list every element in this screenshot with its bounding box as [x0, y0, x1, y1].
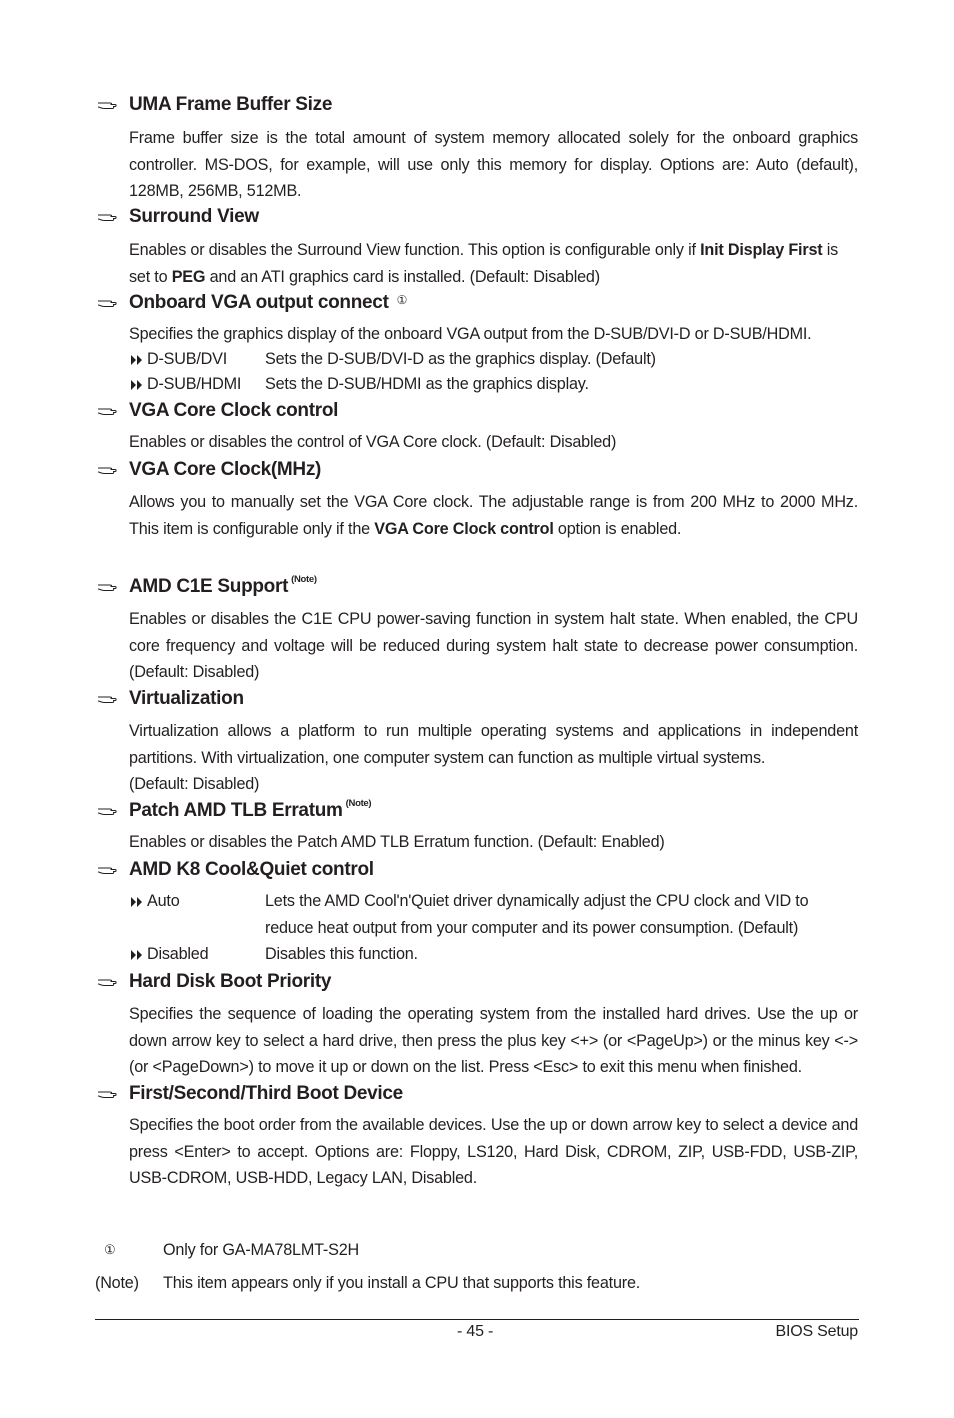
double-arrow-icon	[129, 896, 147, 908]
footnote-note-marker: (Note)	[95, 1274, 139, 1292]
pointing-hand-icon	[97, 464, 119, 476]
pointing-hand-icon	[97, 1088, 119, 1100]
option-name: D-SUB/HDMI	[147, 375, 242, 393]
pointing-hand-icon	[97, 581, 119, 593]
pointing-hand-icon	[97, 99, 119, 111]
heading-amd-c1e-support	[97, 576, 317, 598]
text-run: Enables or disables the Surround View function. This option is configurable only if	[129, 241, 701, 259]
heading-virtualization	[97, 688, 244, 710]
option-name: D-SUB/DVI	[147, 350, 228, 368]
text-run: option is enabled.	[553, 519, 682, 538]
heading-text: Onboard VGA output connect	[129, 292, 389, 313]
pointing-hand-icon	[97, 976, 119, 988]
pointing-hand-icon	[97, 405, 119, 417]
option-auto-desc: Lets the AMD Cool'n'Quiet driver dynamically adjust the CPU clock and VID to reduce heat output from your computer and its power consumption. (Default)	[265, 892, 809, 937]
c1e-description: Enables or disables the C1E CPU power-saving function in system halt state. When enabled, the CPU core frequency and voltage will be reduced during system halt state to decrease power consumption. (Default: Disabled)	[129, 610, 858, 681]
virtualization-default: (Default: Disabled)	[129, 775, 260, 793]
heading-hard-disk-boot-priority	[97, 971, 331, 993]
boot-device-description: Specifies the boot order from the available devices. Use the up or down arrow key to select a device and press <Enter> to accept. Options are: Floppy, LS120, Hard Disk, CDROM, ZIP, USB-FDD, USB-ZIP, USB-CDROM, USB-HDD, Legacy LAN, Disabled.	[129, 1116, 858, 1187]
heading-text: Patch AMD TLB Erratum	[129, 800, 343, 821]
footnote-note-text: This item appears only if you install a CPU that supports this feature.	[163, 1274, 641, 1292]
double-arrow-icon	[129, 379, 147, 391]
surround-description	[129, 237, 858, 290]
pointing-hand-icon	[97, 805, 119, 817]
heading-text: AMD C1E Support	[129, 576, 289, 597]
double-arrow-icon	[129, 354, 147, 366]
bold-term: PEG	[171, 267, 206, 286]
pointing-hand-icon	[97, 211, 119, 223]
heading-patch-amd-tlb-erratum	[97, 800, 371, 822]
option-dsub-hdmi	[129, 371, 241, 398]
pointing-hand-icon	[97, 864, 119, 876]
heading-amd-k8-coolquiet	[97, 859, 374, 881]
uma-description: Frame buffer size is the total amount of system memory allocated solely for the onboard graphics controller. MS-DOS, for example, will use only this memory for display. Options are: Auto (default), 128MB, 256MB, 512MB.	[129, 129, 858, 200]
page-number: - 45 -	[457, 1323, 494, 1340]
footnote-marker: ①	[396, 293, 408, 307]
vga-core-mhz-description	[129, 489, 858, 542]
footer-section-title: BIOS Setup	[775, 1323, 858, 1340]
option-name: Disabled	[147, 945, 209, 963]
text-run: Allows you to manually set the VGA Core clock. The adjustable range is from 200 MHz to 2000 MHz. This item is configurable only if the	[129, 493, 858, 538]
pointing-hand-icon	[97, 693, 119, 705]
footnote-text: Only for GA-MA78LMT-S2H	[163, 1241, 359, 1259]
heading-text: First/Second/Third Boot Device	[129, 1083, 403, 1104]
text-run: and an ATI graphics card is installed. (Default: Disabled)	[205, 267, 600, 286]
onboard-vga-description: Specifies the graphics display of the onboard VGA output from the D-SUB/DVI-D or D-SUB/HDMI.	[129, 325, 812, 343]
option-disabled-desc: Disables this function.	[265, 945, 418, 963]
text-run: is set to	[129, 241, 839, 286]
heading-surround-view	[97, 206, 259, 228]
pointing-hand-icon	[97, 297, 119, 309]
footer-rule	[95, 1319, 859, 1320]
heading-text: AMD K8 Cool&Quiet control	[129, 859, 374, 880]
vga-core-ctrl-description: Enables or disables the control of VGA Core clock. (Default: Disabled)	[129, 433, 617, 451]
tlb-description: Enables or disables the Patch AMD TLB Erratum function. (Default: Enabled)	[129, 833, 665, 851]
bold-term: Init Display First	[700, 241, 823, 259]
heading-text: VGA Core Clock(MHz)	[129, 459, 322, 480]
virtualization-description: Virtualization allows a platform to run multiple operating systems and applications in independent partitions. With virtualization, one computer system can function as multiple virtual systems.	[129, 722, 858, 767]
heading-vga-core-clock-mhz	[97, 459, 321, 481]
note-superscript: (Note)	[345, 798, 372, 809]
footnote-marker-circled: ①	[104, 1242, 116, 1257]
heading-text: Surround View	[129, 206, 259, 227]
heading-text: Hard Disk Boot Priority	[129, 971, 332, 992]
heading-onboard-vga-output	[97, 292, 407, 314]
option-dsub-dvi	[129, 346, 227, 373]
heading-uma-frame-buffer-size	[97, 94, 332, 116]
heading-text: Virtualization	[129, 688, 244, 709]
note-superscript: (Note)	[291, 574, 317, 585]
option-dsub-hdmi-desc: Sets the D-SUB/HDMI as the graphics display.	[265, 375, 589, 393]
heading-boot-device	[97, 1083, 403, 1105]
heading-vga-core-clock-control	[97, 400, 338, 422]
bold-term: VGA Core Clock control	[374, 519, 554, 538]
option-disabled	[129, 941, 208, 968]
heading-text: VGA Core Clock control	[129, 400, 339, 421]
heading-text: UMA Frame Buffer Size	[129, 94, 333, 115]
option-dsub-dvi-desc: Sets the D-SUB/DVI-D as the graphics display. (Default)	[265, 350, 656, 368]
double-arrow-icon	[129, 949, 147, 961]
hdd-priority-description: Specifies the sequence of loading the operating system from the installed hard drives. Use the up or down arrow key to select a hard drive, then press the plus key <+> (or <PageUp>) or the minus key <-> (or <PageDown>) to move it up or down on the list. Press <Esc> to exit this menu when finished.	[129, 1005, 858, 1076]
option-name: Auto	[147, 892, 180, 910]
option-auto	[129, 888, 180, 915]
